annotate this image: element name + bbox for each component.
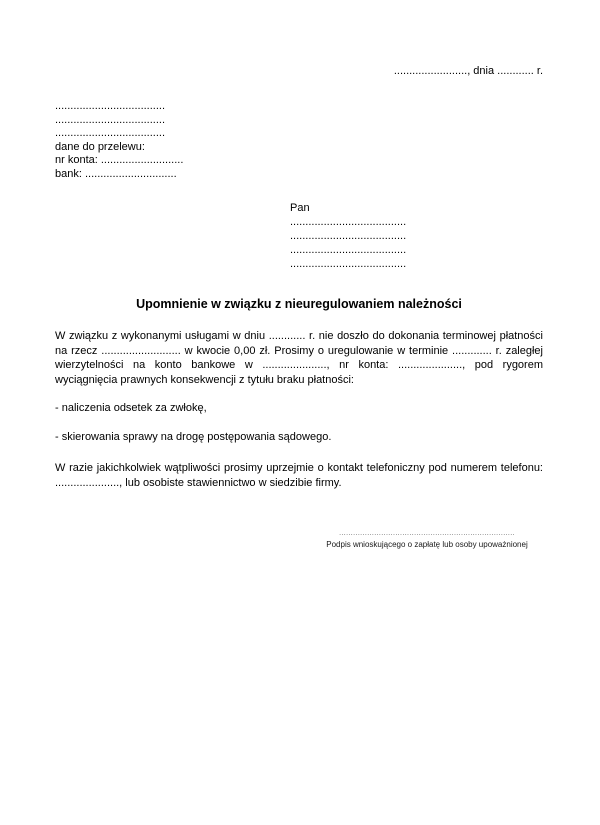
- transfer-data-label: dane do przelewu:: [55, 140, 145, 153]
- recipient-line-2: ......................................: [290, 230, 407, 242]
- bank-name-line: bank: ..............................: [55, 167, 177, 180]
- signature-block: [311, 530, 543, 550]
- recipient-line-3: ......................................: [290, 244, 407, 256]
- recipient-line-4: ......................................: [290, 258, 407, 270]
- body-paragraph-2: W razie jakichkolwiek wątpliwości prosimy uprzejmie o kontakt telefoniczny pod numerem telefonu: ....................., lub osobiste stawiennictwo w siedzibie firmy.: [55, 462, 543, 489]
- account-number-line: nr konta: ...........................: [55, 154, 184, 166]
- sender-line-3: ....................................: [55, 127, 166, 139]
- sender-line-1: ....................................: [55, 100, 166, 112]
- bullet-interest-charges: - naliczenia odsetek za zwłokę,: [55, 402, 207, 414]
- recipient-salutation: Pan: [290, 202, 310, 214]
- body-paragraph-1: W związku z wykonanymi usługami w dniu ............ r. nie doszło do dokonania terminowej płatności na rzecz .......................... w kwocie 0,00 zł. Prosimy o uregulowanie w terminie ............. r. zaległej wierzytelności na konto bankowe w ....................., nr konta: ....................., pod rygorem wyciągnięcia prawnych konsekwencji z tytułu braku płatności:: [55, 330, 543, 386]
- date-line: ........................, dnia ............ r.: [393, 65, 543, 77]
- bullet-court-proceedings: - skierowania sprawy na drogę postępowania sądowego.: [55, 430, 332, 443]
- signature-caption: Podpis wnioskującego o zapłatę lub osoby upoważnionej: [326, 540, 528, 549]
- recipient-block: [290, 201, 543, 271]
- document-title: Upomnienie w związku z nieuregulowaniem należności: [136, 297, 462, 311]
- sender-block: [55, 100, 543, 181]
- signature-dotted-line: ...........................................................................: [339, 530, 515, 537]
- sender-line-2: ....................................: [55, 113, 166, 126]
- recipient-line-1: ......................................: [290, 216, 407, 228]
